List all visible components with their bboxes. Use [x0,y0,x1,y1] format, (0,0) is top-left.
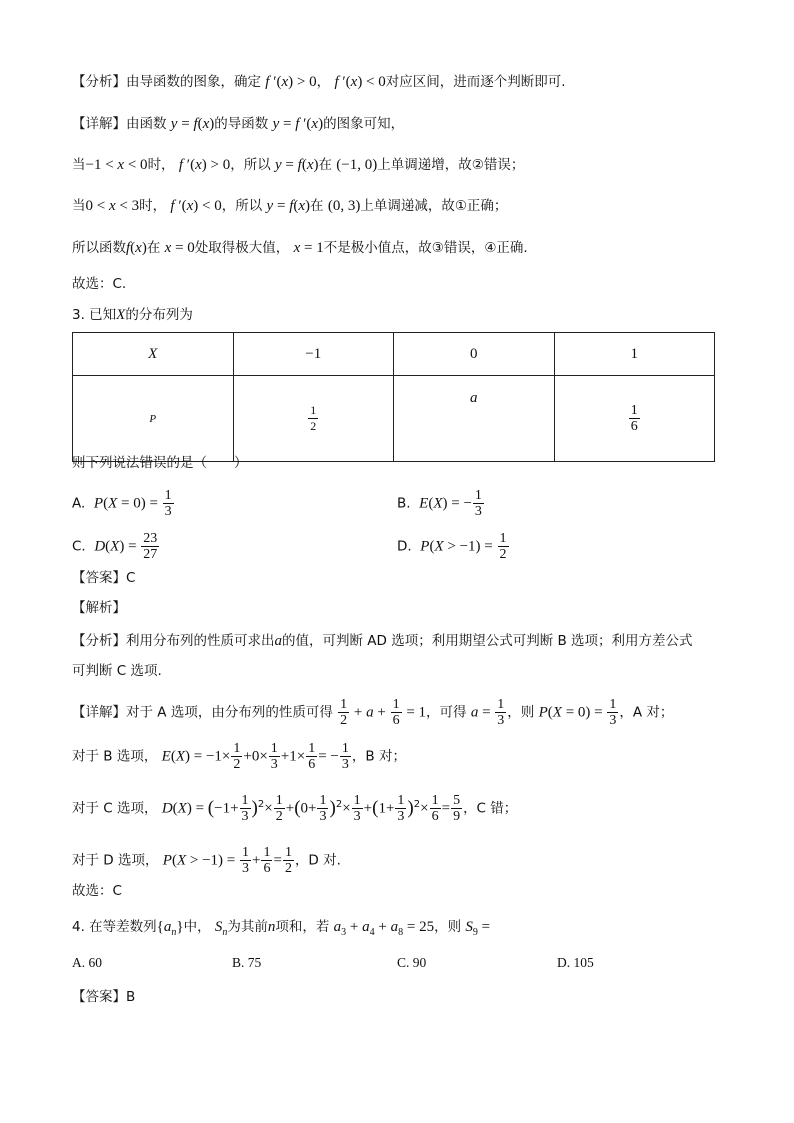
q3-solution-tag: 【解析】 [72,600,126,616]
table-header-minus1: −1 [233,333,394,376]
q2-line-1: 当−1 < x < 0时， f ′(x) > 0，所以 y = f(x)在 (−1, 0)上单调递增，故②错误； [72,157,525,173]
q3-detail-d: 对于 D 选项， P(X > −1) = $\frac{1}{3}$ + $\frac{1}{6}$ = $\frac{1}{2}$ ，D 对. [72,845,341,876]
q3-question: 则下列说法错误的是（ ） [72,455,248,471]
q3-detail-b: 对于 B 选项， E(X) = −1× $\frac{1}{2}$ +0× $\frac{1}{3}$ +1× $\frac{1}{6}$ = − $\frac{1}{3}$ ，B 对； [72,741,406,772]
q2-detail-line: 【详解】由函数 y = f(x)的导函数 y = f ′(x)的图象可知， [72,116,405,132]
q3-detail-a: 【详解】对于 A 选项，由分布列的性质可得 $\frac{1}{2}$ + a + $\frac{1}{6}$ = 1，可得 a = $\frac{1}{3}$ ，则 P(X = 0) = $\frac{1}{3}$ ，A 对； [72,697,674,728]
table-header-0: 0 [394,333,555,376]
table-cell-p-minus1: $\frac{1}{2}$ [233,376,394,462]
distribution-table [72,332,715,462]
table-header-x: X [73,333,234,376]
q3-stem: 3. 已知X的分布列为 [72,307,193,323]
q2-line-3: 所以函数f(x)在 x = 0处取得极大值， x = 1不是极小值点，故③错误，④正确. [72,240,528,256]
q3-detail-c: 对于 C 选项， D(X) = (−1+ $\frac{1}{3}$ )$^2$× $\frac{1}{2}$ +(0+ $\frac{1}{3}$ )$^2$× $\frac{1}{3}$ +(1+ $\frac{1}{3}$ )$^2$× $\frac{1}{6}$ = $\frac{5}{9}$ ，C 错； [72,793,518,824]
q3-option-b: B. E(X) = − $\frac{1}{3}$ [397,488,482,519]
q4-option-d: D. 105 [557,955,594,970]
table-row-label: P [73,376,234,462]
q3-analysis-line: 【分析】利用分布列的性质可求出a的值，可判断 AD 选项；利用期望公式可判断 B 选项；利用方差公式 [72,633,693,649]
q4-answer: 【答案】B [72,989,136,1005]
table-header-1: 1 [554,333,715,376]
q4-stem: 4. 在等差数列$\{a_n\}$中， $S_n$为其前n项和，若 $a_3 + a_4 + a_8 = 25$，则 $S_9$ = [72,919,491,938]
q2-line-2: 当0 < x < 3时， f ′(x) < 0，所以 y = f(x)在 (0, 3)上单调递减，故①正确； [72,198,508,214]
q3-analysis-line-2: 可判断 C 选项. [72,663,162,679]
table-cell-p-1: $\frac{1}{6}$ [554,376,715,462]
table-cell-p-0: a [394,376,555,462]
q3-option-d: D. P(X > −1) = $\frac{1}{2}$ [397,531,507,562]
q2-analysis-line: 【分析】由导函数的图象，确定 f ′(x) > 0， f ′(x) < 0对应区间，进而逐个判断即可. [72,74,566,90]
q4-option-c: C. 90 [397,955,427,970]
q3-option-c: C. D(X) = $\frac{23}{27}$ [72,531,158,562]
q2-choose: 故选：C. [72,276,127,292]
q4-option-b: B. 75 [232,955,262,970]
detail-tag: 【详解】 [72,116,126,132]
q4-option-a: A. 60 [72,955,102,970]
q3-answer: 【答案】C [72,570,136,586]
analysis-tag: 【分析】 [72,74,126,90]
q3-option-a: A. P(X = 0) = $\frac{1}{3}$ [72,488,172,519]
q3-choose: 故选：C [72,883,122,899]
